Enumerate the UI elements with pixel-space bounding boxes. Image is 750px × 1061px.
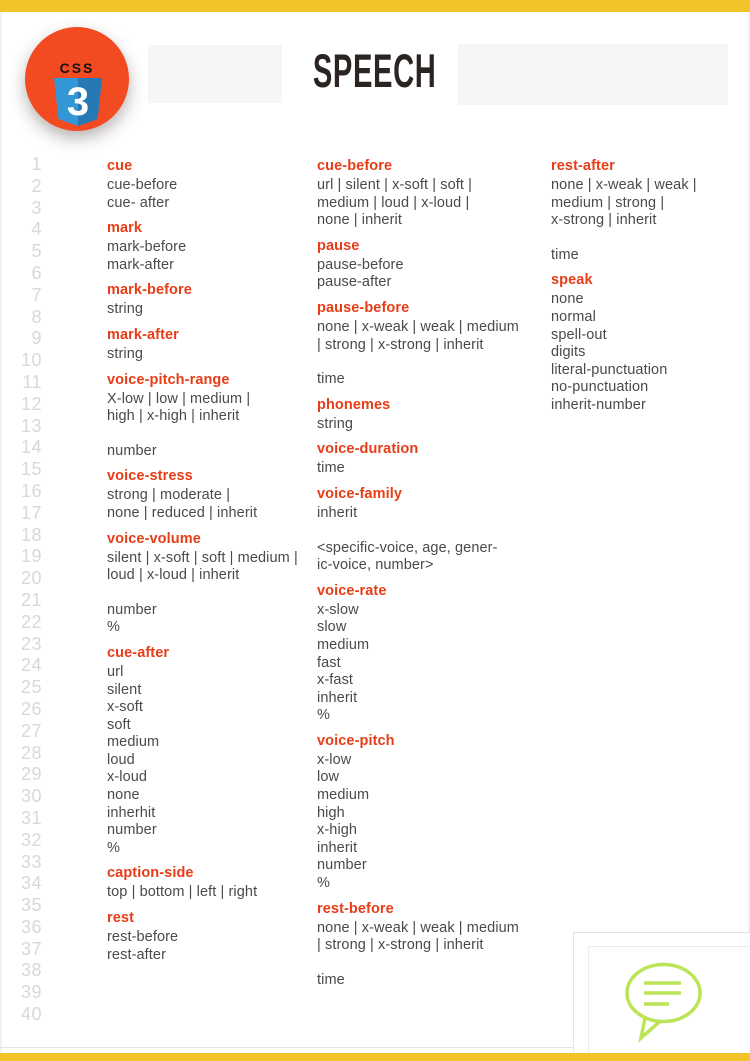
line-number: 15 [20, 459, 42, 480]
property-value: x-low [317, 751, 352, 768]
line-number: 37 [20, 938, 42, 959]
property-value: silent [107, 681, 142, 698]
value-group [107, 550, 323, 585]
property-value: none [551, 291, 584, 308]
property-value: <specific-voice, age, gener- [317, 539, 498, 556]
property-value: rest-before [107, 929, 179, 946]
line-number: 2 [31, 175, 42, 196]
line-number: 4 [31, 219, 42, 240]
line-number: 19 [20, 546, 42, 567]
line-number: 1 [31, 154, 42, 174]
line-number: 35 [20, 895, 42, 916]
line-number: 16 [20, 480, 42, 501]
property-block [317, 485, 547, 575]
property-value: | strong | x-strong | inherit [317, 937, 484, 954]
value-group [107, 239, 323, 274]
property-name: voice-stress [107, 468, 193, 485]
line-number: 32 [20, 829, 42, 850]
property-value: % [317, 875, 330, 892]
line-number: 40 [20, 1004, 42, 1025]
line-number-column [0, 154, 42, 1026]
property-block [317, 440, 547, 478]
value-group [107, 301, 323, 319]
value-group [317, 920, 547, 955]
property-name: pause-before [317, 299, 410, 316]
property-name: mark-after [107, 326, 179, 343]
property-value: literal-punctuation [551, 361, 668, 378]
value-group [317, 177, 547, 230]
property-value: medium [317, 787, 370, 804]
property-value: strong | moderate | [107, 487, 231, 504]
line-number: 39 [20, 982, 42, 1003]
property-value: ic-voice, number> [317, 557, 434, 574]
logo-css-text: CSS [59, 60, 95, 76]
value-group [107, 443, 323, 461]
property-name: cue-before [317, 158, 393, 174]
property-value: time [317, 371, 345, 388]
value-group [107, 487, 323, 522]
value-group [317, 540, 547, 575]
property-block [317, 237, 547, 292]
value-group [551, 291, 743, 414]
line-number: 24 [20, 655, 42, 676]
property-value: inherit [317, 839, 358, 856]
speech-bubble-icon [621, 959, 706, 1044]
property-value: silent | x-soft | soft | medium | [107, 549, 298, 566]
property-value: inherit [317, 689, 358, 706]
property-name: speak [551, 272, 593, 289]
value-group [107, 884, 323, 902]
property-value: string [317, 415, 354, 432]
property-value: none [107, 787, 140, 804]
value-group [317, 505, 547, 523]
value-group [317, 602, 547, 725]
value-group [551, 247, 743, 265]
property-block [107, 467, 323, 522]
property-name: voice-pitch [317, 732, 395, 749]
line-number: 21 [20, 589, 42, 610]
property-value: top | bottom | left | right [107, 884, 258, 901]
property-block [317, 732, 547, 893]
line-number: 10 [20, 350, 42, 371]
value-group [107, 177, 323, 212]
property-block [107, 326, 323, 364]
line-number: 14 [20, 437, 42, 458]
value-group [107, 664, 323, 858]
property-value: high | x-high | inherit [107, 408, 240, 425]
property-value: medium [317, 636, 370, 653]
property-block [107, 157, 323, 212]
property-name: cue [107, 158, 133, 174]
value-group [551, 177, 743, 230]
property-value: none | inherit [317, 212, 402, 229]
property-value: no-punctuation [551, 379, 649, 396]
property-value: number [107, 822, 157, 839]
property-column-2 [317, 150, 547, 989]
property-value: number [317, 857, 367, 874]
property-block [317, 396, 547, 434]
property-value: string [107, 301, 144, 318]
line-number: 23 [20, 633, 42, 654]
value-group [317, 460, 547, 478]
property-value: inherhit [107, 804, 156, 821]
property-name: voice-pitch-range [107, 371, 230, 388]
property-value: high [317, 804, 345, 821]
value-group [107, 346, 323, 364]
logo-shield-number: 3 [66, 80, 90, 124]
line-number: 13 [20, 415, 42, 436]
line-number: 34 [20, 873, 42, 894]
property-value: medium | strong | [551, 194, 665, 211]
value-group [107, 929, 323, 964]
bottom-accent-bar [0, 1053, 750, 1061]
property-value: | strong | x-strong | inherit [317, 336, 484, 353]
line-number: 17 [20, 502, 42, 523]
property-value: url | silent | x-soft | soft | [317, 177, 473, 193]
property-value: cue-before [107, 177, 178, 193]
value-group [317, 371, 547, 389]
property-name: voice-family [317, 485, 403, 502]
property-name: mark [107, 220, 143, 237]
property-name: cue-after [107, 644, 170, 661]
property-value: none | x-weak | weak | medium [317, 318, 519, 335]
property-name: voice-rate [317, 582, 387, 599]
property-value: normal [551, 308, 596, 325]
property-name: voice-duration [317, 441, 419, 458]
property-value: inherit-number [551, 396, 646, 413]
property-block [107, 371, 323, 461]
property-block [107, 219, 323, 274]
property-name: caption-side [107, 865, 194, 882]
property-block [317, 299, 547, 389]
value-group [317, 257, 547, 292]
property-value: none | reduced | inherit [107, 504, 258, 521]
value-group [317, 319, 547, 354]
property-block [107, 530, 323, 637]
property-value: pause-after [317, 274, 392, 291]
property-value: inherit [317, 504, 358, 521]
line-number: 5 [31, 241, 42, 262]
property-value: loud | x-loud | inherit [107, 567, 240, 584]
property-name: rest-after [551, 158, 615, 174]
property-value: % [107, 619, 120, 636]
property-value: x-slow [317, 601, 359, 618]
property-block [551, 157, 743, 264]
property-value: slow [317, 619, 347, 636]
header-placeholder-right [458, 44, 728, 105]
value-group [107, 391, 323, 426]
line-number: 38 [20, 960, 42, 981]
property-value: loud [107, 751, 135, 768]
property-value: x-soft [107, 699, 144, 716]
value-group [107, 602, 323, 637]
property-name: phonemes [317, 396, 391, 413]
property-column-1 [107, 150, 323, 964]
property-value: url [107, 663, 124, 680]
property-value: rest-after [107, 946, 167, 963]
top-accent-bar [0, 0, 750, 12]
line-number: 20 [20, 568, 42, 589]
property-name: rest [107, 910, 134, 927]
line-number: 25 [20, 677, 42, 698]
property-value: x-high [317, 822, 358, 839]
property-name: pause [317, 237, 360, 254]
line-number: 12 [20, 393, 42, 414]
value-group [317, 752, 547, 893]
property-block [317, 157, 547, 230]
property-value: time [317, 971, 345, 988]
line-number: 36 [20, 916, 42, 937]
property-value: x-strong | inherit [551, 212, 657, 229]
property-value: time [551, 246, 579, 263]
property-value: mark-before [107, 239, 187, 256]
line-number: 28 [20, 742, 42, 763]
line-number: 8 [31, 306, 42, 327]
property-block [107, 909, 323, 964]
line-number: 6 [31, 262, 42, 283]
property-block [317, 582, 547, 725]
property-value: mark-after [107, 256, 175, 273]
property-value: none | x-weak | weak | [551, 177, 697, 193]
property-block [551, 271, 743, 414]
property-block [107, 644, 323, 858]
value-group [317, 972, 547, 990]
property-value: soft [107, 716, 131, 733]
line-number: 9 [31, 328, 42, 349]
property-column-3 [551, 150, 743, 415]
property-value: time [317, 460, 345, 477]
property-value: fast [317, 654, 341, 671]
property-value: cue- after [107, 194, 170, 211]
line-number: 7 [31, 284, 42, 305]
property-value: number [107, 442, 157, 459]
page-title-text: SPEECH [313, 44, 437, 97]
property-value: % [317, 707, 330, 724]
property-name: voice-volume [107, 530, 201, 547]
line-number: 26 [20, 698, 42, 719]
property-value: digits [551, 344, 586, 361]
property-value: X-low | low | medium | [107, 390, 251, 407]
property-value: number [107, 601, 157, 618]
property-block [107, 864, 323, 902]
property-block [317, 900, 547, 990]
property-name: mark-before [107, 282, 192, 299]
property-value: medium | loud | x-loud | [317, 194, 470, 211]
property-value: % [107, 839, 120, 856]
css3-logo-art [25, 27, 129, 131]
line-number: 18 [20, 524, 42, 545]
line-number: 22 [20, 611, 42, 632]
property-name: rest-before [317, 900, 394, 917]
line-number: 29 [20, 764, 42, 785]
line-number: 30 [20, 786, 42, 807]
property-block [107, 281, 323, 319]
property-value: pause-before [317, 256, 404, 273]
property-value: x-fast [317, 672, 354, 689]
line-number: 31 [20, 807, 42, 828]
property-value: x-loud [107, 769, 148, 786]
line-number: 33 [20, 851, 42, 872]
property-value: low [317, 769, 340, 786]
line-number: 11 [22, 371, 42, 392]
property-value: none | x-weak | weak | medium [317, 919, 519, 936]
property-value: spell-out [551, 326, 607, 343]
property-value: medium [107, 734, 160, 751]
line-number: 27 [20, 720, 42, 741]
footer-decor-frame [573, 932, 750, 1061]
css3-logo [25, 27, 129, 131]
value-group [317, 416, 547, 434]
property-value: string [107, 345, 144, 362]
line-number: 3 [31, 197, 42, 218]
